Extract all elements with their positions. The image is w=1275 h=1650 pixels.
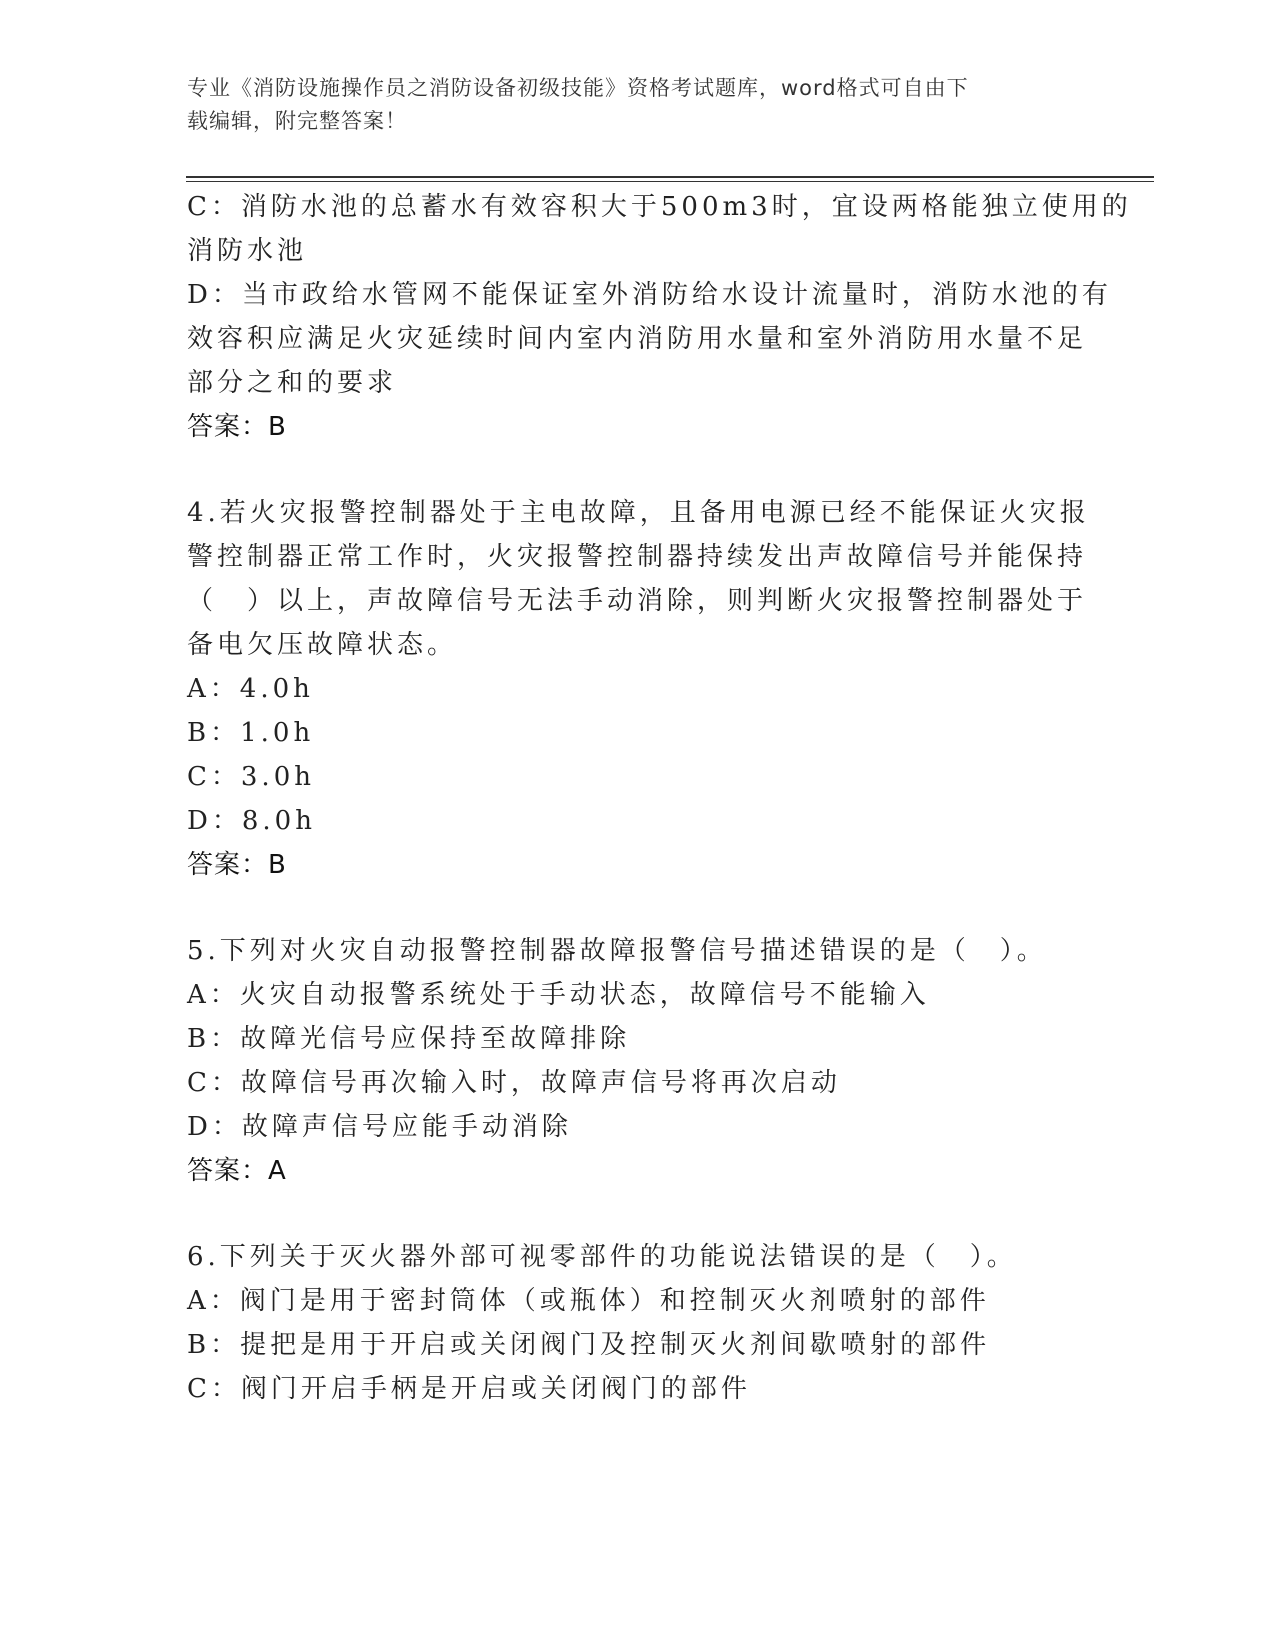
q6-stem: 6.下列关于灭火器外部可视零部件的功能说法错误的是（ ）。 (187, 1242, 1017, 1272)
q5-option-c: C：故障信号再次输入时，故障声信号将再次启动 (187, 1068, 841, 1098)
q4-option-c: C：3.0h (187, 762, 315, 792)
q5-answer: 答案：A (187, 1156, 287, 1186)
prev-option-d-line-3: 部分之和的要求 (187, 368, 398, 398)
q4-stem-line-2: 警控制器正常工作时，火灾报警控制器持续发出声故障信号并能保持 (187, 542, 1088, 572)
prev-option-d-line-1: D：当市政给水管网不能保证室外消防给水设计流量时，消防水池的有 (187, 280, 1112, 310)
q4-option-a: A：4.0h (187, 674, 314, 704)
header-line-1: 专业《消防设施操作员之消防设备初级技能》资格考试题库，word格式可自由下 (187, 76, 969, 100)
prev-answer: 答案：B (187, 412, 287, 442)
document-header (187, 72, 1087, 138)
q4-option-b: B：1.0h (187, 718, 315, 748)
q5-stem: 5.下列对火灾自动报警控制器故障报警信号描述错误的是（ ）。 (187, 936, 1047, 966)
q5-option-a: A：火灾自动报警系统处于手动状态，故障信号不能输入 (187, 980, 930, 1010)
q4-stem-line-3: （ ）以上，声故障信号无法手动消除，则判断火灾报警控制器处于 (187, 586, 1088, 616)
prev-option-d-line-2: 效容积应满足火灾延续时间内室内消防用水量和室外消防用水量不足 (187, 324, 1088, 354)
q6-option-c: C：阀门开启手柄是开启或关闭阀门的部件 (187, 1374, 751, 1404)
prev-option-c-line-1: C：消防水池的总蓄水有效容积大于500m3时，宜设两格能独立使用的 (187, 192, 1132, 222)
q4-option-d: D：8.0h (187, 806, 316, 836)
q6-option-a: A：阀门是用于密封筒体（或瓶体）和控制灭火剂喷射的部件 (187, 1286, 990, 1316)
q4-stem-line-4: 备电欠压故障状态。 (187, 630, 458, 660)
header-divider-thin (186, 181, 1154, 182)
q6-option-b: B：提把是用于开启或关闭阀门及控制灭火剂间歇喷射的部件 (187, 1330, 991, 1360)
q4-stem-line-1: 4.若火灾报警控制器处于主电故障，且备用电源已经不能保证火灾报 (187, 498, 1090, 528)
prev-option-c-line-2: 消防水池 (187, 236, 308, 266)
header-divider (186, 176, 1154, 178)
header-line-2: 载编辑，附完整答案！ (187, 109, 407, 133)
q5-option-d: D：故障声信号应能手动消除 (187, 1112, 572, 1142)
q5-option-b: B：故障光信号应保持至故障排除 (187, 1024, 631, 1054)
q4-answer: 答案：B (187, 850, 287, 880)
